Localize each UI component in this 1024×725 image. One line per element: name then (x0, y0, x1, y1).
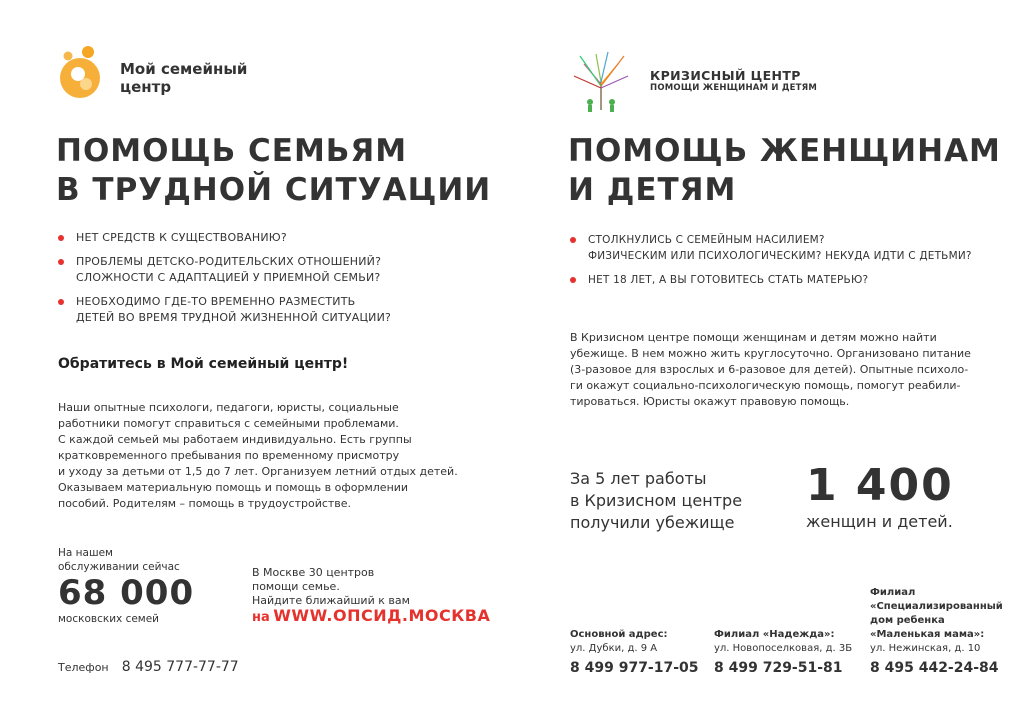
right-stat-number: 1 400 (806, 460, 954, 511)
right-stat-text (570, 468, 800, 534)
address-title: Основной адрес: (570, 629, 668, 640)
centers-line2: помощи семье. (252, 580, 340, 593)
left-stat-block (58, 546, 248, 626)
centers-line3: Найдите ближайший к вам (252, 594, 410, 607)
centers-line1: В Москве 30 центров (252, 566, 375, 579)
body-line: Наши опытные психологи, педагоги, юристы, социальные (58, 401, 399, 414)
body-line: Оказываем материальную помощь и помощь в оформлении (58, 481, 409, 494)
address-phone[interactable]: 8 495 442-24-84 (870, 660, 999, 676)
body-line: кратковременного пребывания по временному присмотру (58, 449, 400, 462)
centers-block (252, 566, 492, 625)
body-line: ги окажут социально-психологическую помощь, помогут реабили- (570, 379, 961, 392)
address-title-line: Филиал (870, 587, 916, 598)
family-logo-line2: центр (120, 78, 172, 96)
centers-link[interactable]: WWW.ОПСИД.МОСКВА (273, 606, 491, 625)
address-phone[interactable]: 8 499 729-51-81 (714, 660, 843, 676)
left-cta: Обратитесь в Мой семейный центр! (58, 356, 349, 372)
crisis-logo-line2: ПОМОЩИ ЖЕНЩИНАМ И ДЕТЯМ (650, 83, 818, 93)
body-line: убежище. В нем можно жить круглосуточно. Организовано питание (570, 347, 971, 360)
right-headline (568, 132, 1001, 210)
bullet-text: СТОЛКНУЛИСЬ С СЕМЕЙНЫМ НАСИЛИЕМ? (588, 234, 825, 246)
body-line: В Кризисном центре помощи женщинам и детям можно найти (570, 331, 937, 344)
body-line: пособий. Родителям – помощь в трудоустройстве. (58, 497, 352, 510)
body-line: и уходу за детьми от 1,5 до 7 лет. Организуем летний отдых детей. (58, 465, 458, 478)
left-headline (56, 132, 491, 210)
list-item (58, 230, 458, 246)
right-bullet-list (570, 232, 1010, 296)
centers-prefix: на (252, 610, 270, 625)
left-headline-line2: В ТРУДНОЙ СИТУАЦИИ (56, 172, 492, 208)
body-line: работники помогут справиться с семейными проблемами. (58, 417, 399, 430)
bullet-text: СЛОЖНОСТИ С АДАПТАЦИЕЙ У ПРИЕМНОЙ СЕМЬИ? (76, 271, 381, 284)
right-stat-caption: женщин и детей. (806, 512, 953, 531)
address-title (870, 586, 1020, 642)
bullet-text: НЕОБХОДИМО ГДЕ-ТО ВРЕМЕННО РАЗМЕСТИТЬ (76, 295, 356, 308)
list-item (570, 272, 1010, 288)
family-logo-line1: Мой семейный (120, 60, 248, 78)
bullet-text: ФИЗИЧЕСКИМ ИЛИ ПСИХОЛОГИЧЕСКИМ? НЕКУДА ИДТИ С ДЕТЬМИ? (588, 250, 972, 262)
left-stat-caption: московских семей (58, 613, 160, 625)
stat-label-line1: На нашем (58, 547, 113, 559)
right-stat-number-block (806, 460, 1006, 532)
address-title-line: «Маленькая мама»: (870, 629, 985, 640)
bullet-text: ПРОБЛЕМЫ ДЕТСКО-РОДИТЕЛЬСКИХ ОТНОШЕНИЙ? (76, 255, 382, 268)
crisis-center-logo (566, 44, 826, 114)
crisis-logo-line1: КРИЗИСНЫЙ ЦЕНТР (650, 68, 801, 83)
address-street: ул. Нежинская, д. 10 (870, 643, 981, 654)
address-malenkaya-mama (870, 586, 1020, 676)
right-stat-line2: в Кризисном центре (570, 491, 743, 510)
right-headline-line2: И ДЕТЯМ (568, 172, 737, 208)
address-phone[interactable]: 8 499 977-17-05 (570, 660, 699, 676)
bullet-text: НЕТ СРЕДСТВ К СУЩЕСТВОВАНИЮ? (76, 231, 287, 244)
left-phone-number[interactable]: 8 495 777-77-77 (121, 659, 239, 675)
family-logo-icon (54, 44, 106, 102)
left-bullet-list (58, 230, 458, 334)
body-line: тироваться. Юристы окажут правовую помощь. (570, 395, 850, 408)
right-body-text (570, 330, 990, 410)
tree-logo-icon (566, 44, 636, 112)
address-main (570, 628, 710, 676)
body-line: (3-разовое для взрослых и 6-разовое для детей). Опытные психоло- (570, 363, 969, 376)
list-item (58, 254, 458, 286)
bullet-text: НЕТ 18 ЛЕТ, А ВЫ ГОТОВИТЕСЬ СТАТЬ МАТЕРЬЮ? (588, 274, 869, 286)
left-headline-line1: ПОМОЩЬ СЕМЬЯМ (56, 133, 408, 169)
left-body-text (58, 400, 458, 512)
list-item (58, 294, 458, 326)
right-stat-line3: получили убежище (570, 513, 735, 532)
list-item (570, 232, 1010, 264)
bullet-text: ДЕТЕЙ ВО ВРЕМЯ ТРУДНОЙ ЖИЗНЕННОЙ СИТУАЦИИ? (76, 311, 392, 324)
address-nadezhda (714, 628, 864, 676)
body-line: С каждой семьей мы работаем индивидуально. Есть группы (58, 433, 412, 446)
right-headline-line1: ПОМОЩЬ ЖЕНЩИНАМ (568, 133, 1001, 169)
left-phone-label: Телефон (58, 661, 109, 674)
right-stat-line1: За 5 лет работы (570, 469, 707, 488)
address-street: ул. Новопоселковая, д. 3Б (714, 643, 853, 654)
stat-label-line2: обслуживании сейчас (58, 561, 180, 573)
address-title-line: дом ребенка (870, 615, 945, 626)
address-title-line: «Специализированный (870, 601, 1003, 612)
family-center-logo (54, 44, 254, 104)
address-title: Филиал «Надежда»: (714, 629, 835, 640)
address-street: ул. Дубки, д. 9 А (570, 643, 658, 654)
left-phone-row (58, 656, 239, 675)
left-stat-number: 68 000 (58, 573, 195, 613)
